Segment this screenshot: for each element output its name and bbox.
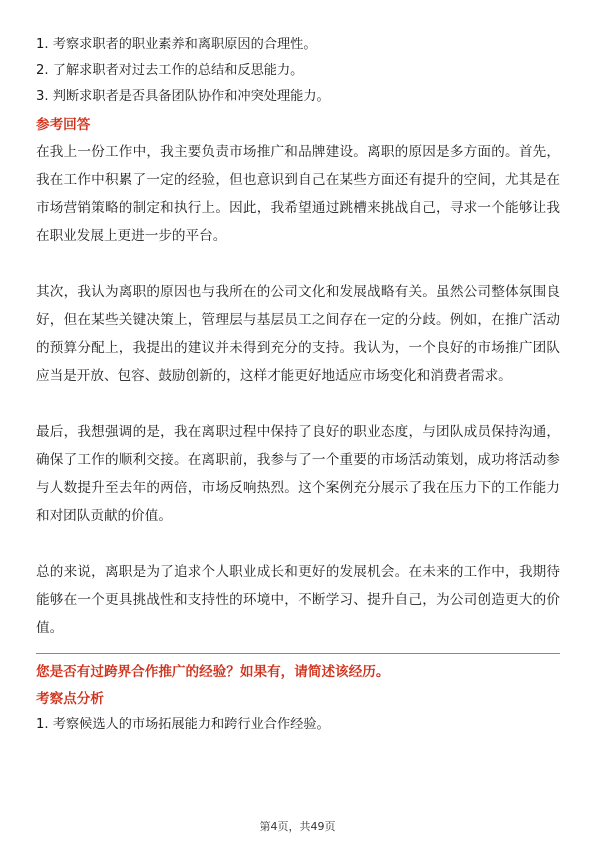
intro-item-3: 3. 判断求职者是否具备团队协作和冲突处理能力。 — [36, 89, 330, 104]
page-footer: 第4页，共49页 — [259, 820, 336, 833]
intro-item-1: 1. 考察求职者的职业素养和离职原因的合理性。 — [36, 37, 317, 52]
answer-paragraph-1: 在我上一份工作中，我主要负责市场推广和品牌建设。离职的原因是多方面的。首先，我在工作中积累了一定的经验，但也意识到自己在某些方面还有提升的空间，尤其是在市场营销策略的制定和执行上。因此，我希望通过跳槽来挑战自己，寻求一个能够让我在职业发展上更进一步的平台。 — [36, 144, 560, 244]
analysis-heading: 考察点分析 — [36, 691, 104, 707]
analysis-item-1: 1. 考察候选人的市场拓展能力和跨行业合作经验。 — [36, 717, 330, 732]
answer-paragraph-2: 其次，我认为离职的原因也与我所在的公司文化和发展战略有关。虽然公司整体氛围良好，但在某些关键决策上，管理层与基层员工之间存在一定的分歧。例如，在推广活动的预算分配上，我提出的建议并未得到充分的支持。我认为，一个良好的市场推广团队应当是开放、包容、鼓励创新的，这样才能更好地适应市场变化和消费者需求。 — [36, 284, 560, 384]
answer-heading: 参考回答 — [36, 117, 91, 133]
answer-paragraph-4: 总的来说，离职是为了追求个人职业成长和更好的发展机会。在未来的工作中，我期待能够在一个更具挑战性和支持性的环境中，不断学习、提升自己，为公司创造更大的价值。 — [36, 564, 560, 636]
section-divider — [36, 653, 560, 654]
answer-paragraph-3: 最后，我想强调的是，我在离职过程中保持了良好的职业态度，与团队成员保持沟通，确保了工作的顺利交接。在离职前，我参与了一个重要的市场活动策划，成功将活动参与人数提升至去年的两倍，市场反响热烈。这个案例充分展示了我在压力下的工作能力和对团队贡献的价值。 — [36, 424, 560, 524]
document-page — [36, 32, 560, 738]
next-question: 您是否有过跨界合作推广的经验？如果有，请简述该经历。 — [36, 664, 390, 680]
intro-item-2: 2. 了解求职者对过去工作的总结和反思能力。 — [36, 63, 304, 78]
